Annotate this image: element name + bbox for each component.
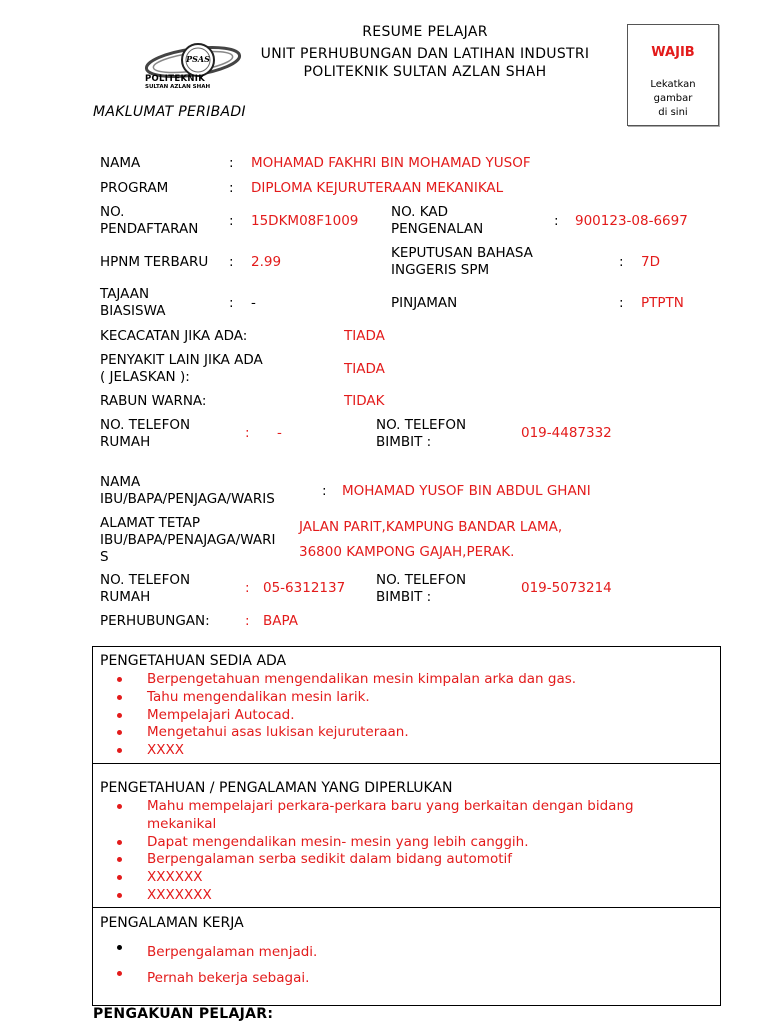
guardian-name-value: MOHAMAD YUSOF BIN ABDUL GHANI (342, 483, 591, 499)
photo-note-line2: gambar (653, 93, 693, 104)
gpa-label: HPNM TERBARU (100, 254, 209, 270)
sponsor-label-line2: BIASISWA (100, 303, 166, 319)
program-value: DIPLOMA KEJURUTERAAN MEKANIKAL (251, 180, 504, 196)
guardian-mobile-label-line2: BIMBIT : (376, 589, 432, 605)
home-phone-label-line2: RUMAH (100, 434, 151, 450)
spm-label-line2: INGGERIS SPM (391, 262, 490, 278)
list-item: Dapat mengendalikan mesin- mesin yang lebih canggih. (113, 834, 703, 852)
guardian-name-label-line2: IBU/BAPA/PENJAGA/WARIS (100, 491, 275, 507)
colorblind-value: TIDAK (344, 393, 385, 409)
sponsor-label-line1: TAJAAN (100, 286, 150, 302)
required-list (113, 798, 703, 905)
photo-required-label: WAJIB (651, 45, 695, 60)
colon: : (229, 295, 234, 311)
mobile-label-line2: BIMBIT : (376, 434, 432, 450)
unit-title: UNIT PERHUBUNGAN DAN LATIHAN INDUSTRI (260, 46, 590, 62)
list-item: XXXXXXX (113, 887, 703, 905)
ic-label-line2: PENGENALAN (391, 221, 484, 237)
illness-label-line2: ( JELASKAN ): (100, 369, 190, 385)
relationship-value: BAPA (263, 613, 299, 629)
relationship-label: PERHUBUNGAN: (100, 613, 210, 629)
knowledge-box (92, 646, 721, 764)
illness-value: TIADA (344, 361, 385, 377)
colon: : (229, 213, 234, 229)
spm-label-line1: KEPUTUSAN BAHASA (391, 245, 533, 261)
guardian-home-phone-label-line1: NO. TELEFON (100, 572, 191, 588)
polytechnic-title: POLITEKNIK SULTAN AZLAN SHAH (303, 64, 547, 80)
colon: : (245, 613, 250, 629)
experience-box (92, 907, 721, 1006)
registration-label-line2: PENDAFTARAN (100, 221, 199, 237)
photo-note-line3: di sini (658, 107, 688, 118)
photo-note-line1: Lekatkan (650, 79, 696, 90)
logo-name: POLITEKNIK (145, 74, 206, 84)
mobile-value: 019-4487332 (521, 425, 612, 441)
list-item: Tahu mengendalikan mesin larik. (113, 689, 703, 707)
logo-mark-text: PSAS (186, 54, 210, 64)
colon: : (229, 254, 234, 270)
address-label-line2: IBU/BAPA/PENAJAGA/WARI (100, 532, 276, 548)
colon: : (229, 180, 234, 196)
loan-label: PINJAMAN (391, 295, 458, 311)
gpa-value: 2.99 (251, 254, 282, 270)
guardian-mobile-value: 019-5073214 (521, 580, 612, 596)
address-line2: 36800 KAMPONG GAJAH,PERAK. (299, 544, 515, 560)
colon: : (554, 213, 559, 229)
illness-label-line1: PENYAKIT LAIN JIKA ADA (100, 352, 263, 368)
program-label: PROGRAM (100, 180, 169, 196)
required-box (92, 763, 721, 908)
logo-subtitle: SULTAN AZLAN SHAH (145, 84, 211, 90)
colorblind-label: RABUN WARNA: (100, 393, 207, 409)
colon: : (322, 483, 327, 499)
experience-list (113, 939, 703, 991)
student-declaration-title: PENGAKUAN PELAJAR: (93, 1006, 274, 1022)
guardian-home-phone-label-line2: RUMAH (100, 589, 151, 605)
loan-value: PTPTN (641, 295, 684, 311)
guardian-mobile-label-line1: NO. TELEFON (376, 572, 467, 588)
knowledge-list (113, 671, 703, 760)
registration-value: 15DKM08F1009 (251, 213, 359, 229)
colon: : (245, 580, 250, 596)
required-title: PENGETAHUAN / PENGALAMAN YANG DIPERLUKAN (100, 780, 453, 796)
spm-value: 7D (641, 254, 660, 270)
list-item: XXXX (113, 742, 703, 760)
knowledge-title: PENGETAHUAN SEDIA ADA (100, 653, 287, 669)
registration-label-line1: NO. (100, 204, 125, 220)
photo-box (627, 24, 719, 126)
name-label: NAMA (100, 155, 141, 171)
colon: : (619, 254, 624, 270)
mobile-label-line1: NO. TELEFON (376, 417, 467, 433)
guardian-name-label-line1: NAMA (100, 474, 141, 490)
list-item: Mahu mempelajari perkara-perkara baru yang berkaitan dengan bidang mekanikal (113, 798, 703, 834)
list-item: Mempelajari Autocad. (113, 707, 703, 725)
colon: : (245, 425, 250, 441)
ic-value: 900123-08-6697 (575, 213, 688, 229)
colon: : (229, 155, 234, 171)
guardian-home-phone-value: 05-6312137 (263, 580, 346, 596)
home-phone-value: - (277, 425, 282, 441)
name-value: MOHAMAD FAKHRI BIN MOHAMAD YUSOF (251, 155, 531, 171)
address-label-line1: ALAMAT TETAP (100, 515, 201, 531)
list-item: Berpengalaman menjadi. (113, 939, 703, 965)
experience-title: PENGALAMAN KERJA (100, 915, 244, 931)
section-title: MAKLUMAT PERIBADI (93, 104, 246, 120)
home-phone-label-line1: NO. TELEFON (100, 417, 191, 433)
list-item: Berpengalaman serba sedikit dalam bidang automotif (113, 851, 703, 869)
address-line1: JALAN PARIT,KAMPUNG BANDAR LAMA, (299, 519, 563, 535)
resume-title: RESUME PELAJAR (362, 24, 488, 40)
polytechnic-logo (143, 36, 243, 98)
address-label-line3: S (100, 549, 109, 565)
sponsor-value: - (251, 295, 256, 311)
list-item: XXXXXX (113, 869, 703, 887)
colon: : (619, 295, 624, 311)
list-item: Pernah bekerja sebagai. (113, 965, 703, 991)
disability-value: TIADA (344, 328, 385, 344)
disability-label: KECACATAN JIKA ADA: (100, 328, 248, 344)
ic-label-line1: NO. KAD (391, 204, 449, 220)
list-item: Berpengetahuan mengendalikan mesin kimpalan arka dan gas. (113, 671, 703, 689)
list-item: Mengetahui asas lukisan kejuruteraan. (113, 724, 703, 742)
